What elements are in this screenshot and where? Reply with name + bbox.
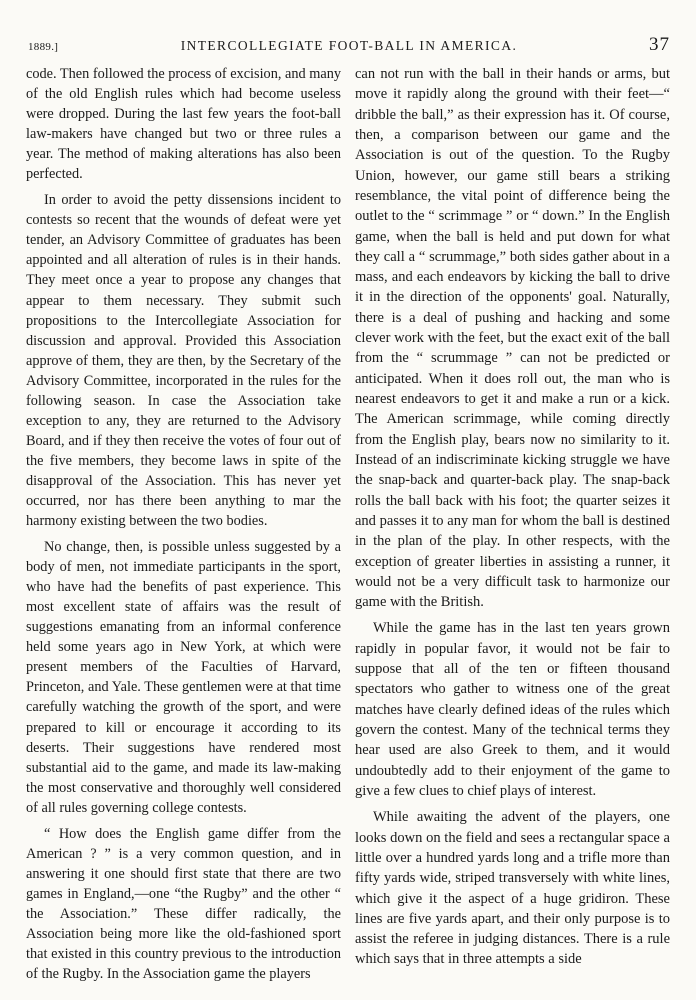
running-header: [28, 34, 670, 58]
paragraph: While the game has in the last ten years grown rapidly in popular favor, it would not be fair to suppose that all of the ten or fifteen thousand spectators who gather to witness one of the great matches have clearly defined ideas of the rules which govern the contest. Many of the technical terms they hear used are also Greek to them, and it would undoubtedly add to their enjoyment of the game to give a few clues to chief plays of interest.: [355, 620, 670, 799]
paragraph: While awaiting the advent of the players, one looks down on the field and sees a rectangular space a little over a hundred yards long and a trifle more than fifty yards wide, striped transversely with white lines, which give it the aspect of a huge gridiron. These lines are five yards apart, and their only purpose is to assist the referee in judging distances. There is a rule which says that in three attempts a side: [355, 809, 670, 968]
paragraph: can not run with the ball in their hands or arms, but move it rapidly along the ground with their feet—“ dribble the ball,” as their expression has it. Of course, then, a comparison between our game and the Association is out of the question. To the Rugby Union, however, our game still bears a striking resemblance, the vital point of difference being the outlet to the “ scrimmage ” or “ down.” In the English game, when the ball is held and put down for what they call a “ scrummage,” both sides gather about in a mass, and each endeavors by kicking the ball to drive it in the direction of the opponents' goal. Naturally, there is a deal of pushing and hacking and some clever work with the feet, but the exact exit of the ball from the “ scrummage ” can not be predicted or anticipated. When it does roll out, the man who is nearest endeavors to get it and make a run or a kick. The American scrimmage, while coming directly from the English play, bears now no similarity to it. Instead of an indiscriminate kicking struggle we have the snap-back and quarter-back play. The snap-back rolls the ball back with his foot; the quarter seizes it and passes it to any man for whom the ball is destined in the plan of the play. In other respects, with the exception of greater liberties in assisting a runner, it would not be a very difficult task to harmonize our game with the British.: [355, 66, 670, 611]
left-column: [26, 64, 341, 984]
paragraph: “ How does the English game differ from the American ? ” is a very common question, and in answering it one should first state that there are two games in England,—one “the Rugby” and the other “ the Association.” These differ radically, the Association being more like the old-fashioned sport that existed in this country previous to the introduction of the Rugby. In the Association game the players: [26, 825, 341, 983]
paragraph: No change, then, is possible unless suggested by a body of men, not immediate participants in the sport, who have had the benefits of past experience. This most excellent state of affairs was the result of suggestions emanating from an informal conference held some years ago in New York, at which were present members of the Faculties of Harvard, Princeton, and Yale. These gentlemen were at that time carefully watching the growth of the sport, and were prepared to kill or encourage it according to its deserts. Their suggestions have rendered most substantial aid to the game, and made its law-making the most conservative and thoroughly well considered of all rules governing college contests.: [26, 539, 341, 816]
page-number: 37: [649, 34, 670, 55]
header-title: INTERCOLLEGIATE FOOT-BALL IN AMERICA.: [180, 38, 518, 53]
right-column: [355, 64, 670, 970]
header-year: 1889.]: [28, 41, 59, 53]
paragraph: code. Then followed the process of excision, and many of the old English rules which had become useless were dropped. During the last few years the foot-ball law-makers have changed but two or three rules a year. The method of making alterations has also been perfected.: [26, 66, 341, 183]
paragraph: In order to avoid the petty dissensions incident to contests so recent that the wounds of defeat were yet tender, an Advisory Committee of graduates has been appointed and all alteration of rules is in their hands. They meet once a year to propose any changes that appear to them necessary. They submit such propositions to the Intercollegiate Association for discussion and approval. Provided this Association approve of them, they are then, by the Secretary of the Advisory Committee, incorporated in the rules for the following season. In case the Association take exception to any, they are returned to the Advisory Board, and if they then receive the votes of four out of the five members, they become laws in spite of the disapproval of the Association. This has never yet occurred, nor has there been anything to mar the harmony existing between the two bodies.: [26, 192, 341, 530]
